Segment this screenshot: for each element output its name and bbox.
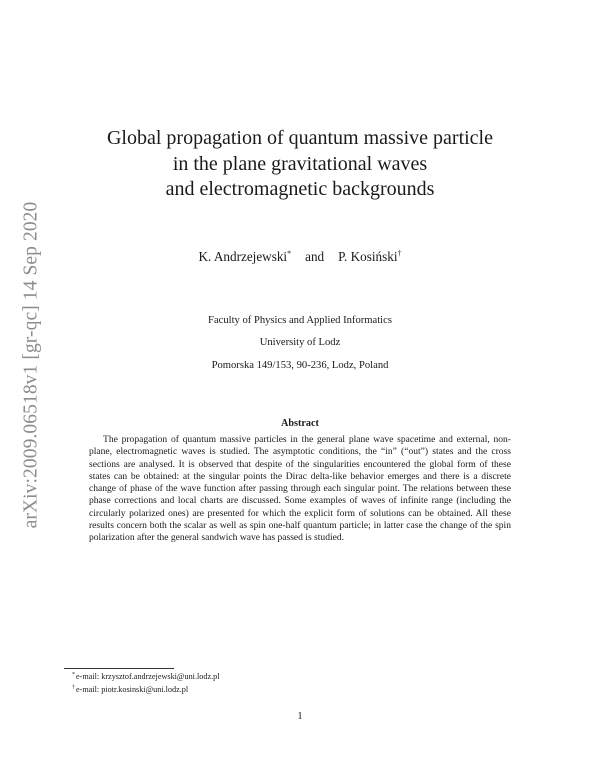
- affiliation-address: Pomorska 149/153, 90-236, Lodz, Poland: [211, 360, 389, 371]
- footnote-divider: [64, 668, 174, 669]
- footnote-kosinski-email: [72, 685, 188, 694]
- page-number: 1: [297, 711, 303, 722]
- title-line-1: Global propagation of quantum massive particle: [106, 127, 493, 149]
- footnote-text-2: e-mail: piotr.kosinski@uni.lodz.pl: [76, 685, 189, 694]
- footnote-andrzejewski-email: [72, 672, 220, 681]
- affiliation-faculty: Faculty of Physics and Applied Informatics: [208, 315, 392, 326]
- affiliation-university: University of Lodz: [259, 337, 341, 348]
- title-line-3: and electromagnetic backgrounds: [165, 178, 435, 200]
- abstract-heading: Abstract: [281, 418, 319, 429]
- author-andrzejewski: K. Andrzejewski: [198, 249, 288, 264]
- arxiv-identifier-text: arXiv:2009.06518v1 [gr-qc] 14 Sep 2020: [20, 201, 42, 529]
- author-andrzejewski-footnote-mark: *: [287, 249, 292, 258]
- paper-title: [0, 126, 600, 203]
- footnote-mark-2: †: [72, 685, 75, 691]
- abstract-text: The propagation of quantum massive particles in the general plane wave spacetime and external, non-plane, electromagnetic waves is studied. The asymptotic conditions, the “in” (“out”) states and the cross sections are analysed. It is observed that despite of the singularities encountered the global form of these states can be obtained: at the singular points the Dirac delta-like behavior emerges and there is a discrete change of phase of the wave function after passing through each singular point. The relations between these phase corrections and local charts are discussed. Some examples of waves of infinite range (including the circularly polarized ones) are presented for which the explicit form of solutions can be obtained. All these results concern both the scalar as well as spin one-half quantum particle; in latter case the change of the spin polarization after the general sandwich wave has passed is studied.: [89, 434, 511, 544]
- author-kosinski-footnote-mark: †: [397, 249, 402, 258]
- title-line-2: in the plane gravitational waves: [172, 152, 428, 175]
- footnote-text-1: e-mail: krzysztof.andrzejewski@uni.lodz.pl: [76, 672, 220, 681]
- author-kosinski: P. Kosiński: [338, 249, 398, 264]
- author-list: [0, 249, 600, 265]
- footnote-mark-1: *: [72, 672, 75, 678]
- author-connector: and: [305, 249, 325, 264]
